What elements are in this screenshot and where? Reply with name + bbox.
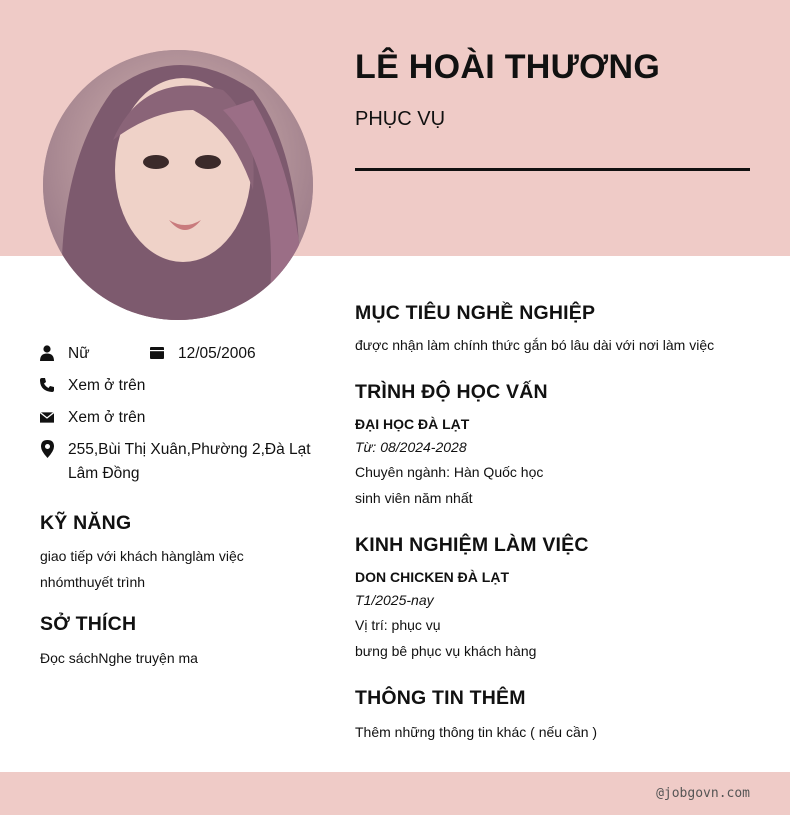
job-title: PHỤC VỤ (355, 108, 446, 130)
education-school: ĐẠI HỌC ĐÀ LẠT (355, 416, 470, 432)
header-divider (355, 168, 750, 171)
education-note: sinh viên năm nhất (355, 490, 473, 506)
profile-photo (43, 50, 313, 320)
address-row (40, 438, 311, 486)
hobbies-text: Đọc sáchNghe truyện ma (40, 650, 198, 666)
education-major: Chuyên ngành: Hàn Quốc học (355, 464, 544, 480)
skills-line-1: giao tiếp với khách hànglàm việc (40, 548, 244, 564)
experience-position: Vị trí: phục vụ (355, 617, 441, 633)
objective-text: được nhận làm chính thức gắn bó lâu dài với nơi làm việc (355, 337, 715, 353)
email-value: Xem ở trên (68, 409, 146, 426)
portrait-image (43, 50, 313, 320)
email-row (40, 406, 145, 430)
address-value (68, 438, 311, 486)
address-line-2: Lâm Đồng (68, 465, 140, 482)
phone-value: Xem ở trên (68, 377, 146, 394)
birthdate-row (150, 342, 256, 366)
candidate-name: LÊ HOÀI THƯƠNG (355, 48, 661, 86)
address-line-1: 255,Bùi Thị Xuân,Phường 2,Đà Lạt (68, 441, 311, 458)
person-icon (40, 344, 54, 362)
location-pin-icon (40, 440, 54, 458)
experience-description: bưng bê phục vụ khách hàng (355, 643, 537, 659)
gender-row (40, 342, 90, 366)
objective-title: MỤC TIÊU NGHỀ NGHIỆP (355, 302, 596, 324)
calendar-icon (150, 344, 164, 362)
footer-brand: @jobgovn.com (656, 786, 750, 801)
skills-title: KỸ NĂNG (40, 512, 132, 534)
skills-line-2: nhómthuyết trình (40, 574, 146, 590)
education-period: Từ: 08/2024-2028 (355, 439, 467, 455)
extra-title: THÔNG TIN THÊM (355, 687, 526, 709)
education-title: TRÌNH ĐỘ HỌC VẤN (355, 381, 548, 403)
phone-icon (40, 376, 54, 394)
birthdate-value: 12/05/2006 (178, 345, 256, 362)
experience-title: KINH NGHIỆM LÀM VIỆC (355, 534, 589, 556)
hobbies-title: SỞ THÍCH (40, 613, 137, 635)
extra-text: Thêm những thông tin khác ( nếu cần ) (355, 724, 598, 740)
experience-period: T1/2025-nay (355, 592, 434, 608)
gender-value: Nữ (68, 345, 90, 362)
phone-row (40, 374, 145, 398)
experience-company: DON CHICKEN ĐÀ LẠT (355, 569, 509, 585)
mail-icon (40, 408, 54, 426)
